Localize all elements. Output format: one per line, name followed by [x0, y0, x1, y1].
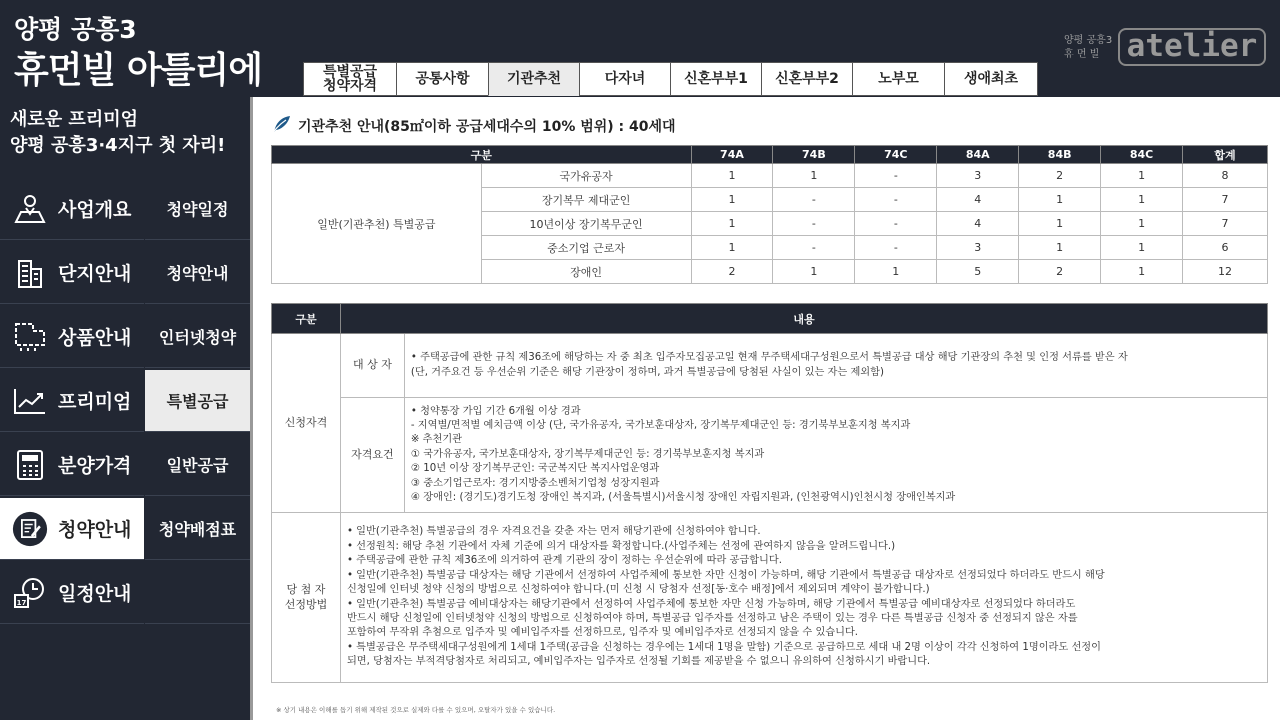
table-cell: 자격요건 [340, 398, 404, 513]
tab-common[interactable]: 공통사항 [396, 62, 488, 96]
table-cell: 6 [1183, 236, 1268, 260]
sidebar-item-label: 분양가격 [58, 455, 132, 477]
sidebar-item-overview[interactable] [0, 178, 144, 240]
table-cell: 장기복무 제대군인 [481, 188, 691, 212]
table-row [272, 164, 1268, 188]
chart-up-icon [12, 384, 48, 418]
calculator-icon [12, 448, 48, 482]
table-header: 74B [773, 146, 855, 164]
sidebar-item-price[interactable] [0, 434, 144, 496]
table-header: 84B [1019, 146, 1101, 164]
sidebar-item-label: 단지안내 [58, 263, 132, 285]
table-cell: 8 [1183, 164, 1268, 188]
table-cell: 3 [937, 164, 1019, 188]
slogan-line1: 새로운 프리미엄 [10, 109, 138, 130]
sidebar-sub-special[interactable]: 특별공급 [145, 370, 250, 432]
tab-first-time[interactable]: 생애최초 [944, 62, 1038, 96]
table-cell: 1 [1019, 188, 1101, 212]
table-cell: 장애인 [481, 260, 691, 284]
table-cell: 1 [1101, 260, 1183, 284]
nav-row-complex [0, 242, 250, 304]
nav-row-premium [0, 370, 250, 432]
leaf-icon [270, 114, 292, 138]
table-cell: 대 상 자 [340, 334, 404, 398]
calendar-clock-icon [12, 576, 48, 610]
brand-title: 휴먼빌 아틀리에 [14, 50, 262, 91]
table-header: 74A [691, 146, 773, 164]
table-header: 84C [1101, 146, 1183, 164]
tab-special-eligibility[interactable]: 특별공급 청약자격 [303, 62, 396, 96]
table-cell: 1 [773, 164, 855, 188]
sidebar-item-label: 청약안내 [58, 519, 132, 541]
tab-newlywed2[interactable]: 신혼부부2 [761, 62, 852, 96]
table-group-cell: 당 첨 자 선정방법 [272, 513, 341, 683]
table-cell: 1 [1101, 188, 1183, 212]
table-cell: 1 [1101, 236, 1183, 260]
edit-doc-icon [12, 512, 48, 546]
table-cell: 1 [1019, 236, 1101, 260]
table-cell: 4 [937, 188, 1019, 212]
map-person-icon [12, 192, 48, 226]
table-cell: 중소기업 근로자 [481, 236, 691, 260]
sidebar-item-subscription[interactable] [0, 498, 144, 560]
nav-row-product [0, 306, 250, 368]
table-cell: 1 [773, 260, 855, 284]
table-cell: • 일반(기관추천) 특별공급의 경우 자격요건을 갖춘 자는 먼저 해당기관에 신청하여야 합니다. • 선정원칙: 해당 추천 기관에서 자체 기준에 의거 대상자를 확정합니다.(사업주체는 선정에 관여하지 않음을 알려드립니다.) • 주택공급에 관한 규칙 제36조에 의거하여 관계 기관의 장이 정하는 우선순위에 따라 공급합니다. • 일반(기관추천) 특별공급 대상자는 해당 기관에서 선정하여 사업주체에 통보한 자만 신청이 가능하며, 해당 기관에서 특별공급 대상자로 선정되었다 하더라도 반드시 해당 신청일에 인터넷 청약 신청의 방법으로 신청하여야 합니다.(미 신청 시 당첨자 선정[동·호수 배정]에서 제외되며 계약이 불가합니다.) • 일반(기관추천) 특별공급 예비대상자는 해당기관에서 선정하여 사업주체에 통보한 자만 신청 가능하며, 해당 기관에서 특별공급 예비대상자로 선정되었다 하더라도 반드시 해당 신청일에 인터넷청약 신청의 방법으로 신청하여야 하며, 특별공급 입주자를 선정하고 남은 주택이 있는 경우 다른 특별공급 신청자 중 선정되지 않은 자를 포함하여 무작위 추첨으로 입주자 및 예비입주자를 선정하므로, 입주자 및 예비입주자로 선정되지 않을 수 있습니다. • 특별공급은 무주택세대구성원에게 1세대 1주택(공급을 신청하는 경우에는 1세대 1명을 말함) 기준으로 공급하므로 세대 내 2명 이상이 각각 신청하여 1명이라도 선정이 되면, 당첨자는 부적격당첨자로 처리되고, 예비입주자는 입주자로 선정될 기회를 제공받을 수 없으니 유의하여 신청하시기 바랍니다. [340, 513, 1267, 683]
table-cell: - [855, 188, 937, 212]
table-cell: 7 [1183, 212, 1268, 236]
table-cell: - [773, 188, 855, 212]
table-row [272, 513, 1268, 683]
brand-line1: 양평 공흥3 [14, 15, 137, 44]
table-cell: 10년이상 장기복무군인 [481, 212, 691, 236]
table-cell: 12 [1183, 260, 1268, 284]
sidebar-item-label: 일정안내 [58, 583, 132, 605]
table-header: 구분 [272, 146, 692, 164]
table-cell: - [855, 164, 937, 188]
sidebar-item-label: 사업개요 [58, 199, 132, 221]
sidebar-item-product[interactable] [0, 306, 144, 368]
table-cell: 2 [691, 260, 773, 284]
table-header-row [272, 146, 1268, 164]
sidebar-sub-general[interactable]: 일반공급 [145, 434, 250, 496]
slogan-line2: 양평 공흥3·4지구 첫 자리! [10, 135, 226, 156]
table-cell: 1 [1101, 164, 1183, 188]
table-cell: • 청약통장 가입 기간 6개월 이상 경과 - 지역별/면적별 예치금액 이상 (단, 국가유공자, 국가보훈대상자, 장기복무제대군인 등: 경기북부보훈지청 복지과 ※ 추천기관 ① 국가유공자, 국가보훈대상자, 장기복무제대군인 등: 경기북부보훈지청 복지과 ② 10년 이상 장기복무군인: 국군복지단 복지사업운영과 ③ 중소기업근로자: 경기지방중소벤처기업청 성장지원과 ④ 장애인: (경기도)경기도청 장애인 복지과, (서울특별시)서울시청 장애인 자립지원과, (인천광역시)인천시청 장애인복지과 [404, 398, 1267, 513]
main-content [256, 100, 1280, 720]
table-cell: 5 [937, 260, 1019, 284]
table-row [272, 398, 1268, 513]
sidebar-sub-empty [145, 562, 250, 624]
tab-multi-child[interactable]: 다자녀 [579, 62, 670, 96]
table-cell: 2 [1019, 164, 1101, 188]
supply-table [271, 145, 1268, 284]
detail-table [271, 303, 1268, 683]
table-cell: 1 [1101, 212, 1183, 236]
sidebar-item-premium[interactable] [0, 370, 144, 432]
table-cell: 국가유공자 [481, 164, 691, 188]
sidebar-item-label: 프리미엄 [58, 391, 132, 413]
table-cell: 1 [691, 188, 773, 212]
tab-newlywed1[interactable]: 신혼부부1 [670, 62, 761, 96]
header [0, 0, 1280, 97]
table-cell: 1 [855, 260, 937, 284]
table-cell: - [773, 236, 855, 260]
table-row [272, 334, 1268, 398]
table-cell: - [855, 236, 937, 260]
divider [250, 97, 253, 720]
section-title [270, 114, 676, 138]
section-title-text: 기관추천 안내(85㎡이하 공급세대수의 10% 범위) : 40세대 [298, 119, 676, 135]
table-cell: 1 [691, 212, 773, 236]
table-cell: - [855, 212, 937, 236]
atelier-logo: atelier [1118, 28, 1266, 66]
sidebar-sub-internet[interactable]: 인터넷청약 [145, 306, 250, 368]
sidebar [0, 97, 250, 720]
nav-row-overview [0, 178, 250, 240]
logo-subtext: 양평 공흥3 휴 먼 빌 [1064, 35, 1113, 60]
building-icon [12, 256, 48, 290]
svg-text:17: 17 [16, 598, 27, 607]
table-header: 합계 [1183, 146, 1268, 164]
table-cell: 7 [1183, 188, 1268, 212]
table-cell: 4 [937, 212, 1019, 236]
sidebar-sub-schedule[interactable]: 청약일정 [145, 178, 250, 240]
footnote: ※ 상기 내용은 이해를 돕기 위해 제작된 것으로 실제와 다를 수 있으며, 오탈자가 있을 수 있습니다. [276, 706, 556, 714]
table-cell: 1 [1019, 212, 1101, 236]
nav-row-schedule [0, 562, 250, 624]
table-cell: 1 [691, 164, 773, 188]
table-cell: - [773, 212, 855, 236]
nav-row-price [0, 434, 250, 496]
table-cell: • 주택공급에 관한 규칙 제36조에 해당하는 자 중 최초 입주자모집공고일 현재 무주택세대구성원으로서 특별공급 대상 해당 기관장의 추천 및 인정 서류를 받은 자 (단, 거주요건 등 우선순위 기준은 해당 기관장이 정하며, 과거 특별공급에 당첨된 사실이 있는 자는 제외함) [404, 334, 1267, 398]
sidebar-sub-score[interactable]: 청약배점표 [145, 498, 250, 560]
slogan [10, 107, 225, 159]
table-header: 84A [937, 146, 1019, 164]
sidebar-item-complex[interactable] [0, 242, 144, 304]
table-cell: 2 [1019, 260, 1101, 284]
table-header: 74C [855, 146, 937, 164]
floorplan-icon [12, 320, 48, 354]
table-cell: 1 [691, 236, 773, 260]
sidebar-item-schedule[interactable] [0, 562, 144, 624]
sidebar-sub-guide[interactable]: 청약안내 [145, 242, 250, 304]
table-header-row [272, 304, 1268, 334]
table-group-cell: 신청자격 [272, 334, 341, 513]
table-header: 내용 [340, 304, 1267, 334]
tab-institution[interactable]: 기관추천 [488, 62, 579, 96]
tab-bar [303, 62, 1038, 96]
table-header: 구분 [272, 304, 341, 334]
sidebar-item-label: 상품안내 [58, 327, 132, 349]
nav-row-subscription [0, 498, 250, 560]
tab-elderly-parent[interactable]: 노부모 [852, 62, 944, 96]
table-cell: 3 [937, 236, 1019, 260]
table-group-cell: 일반(기관추천) 특별공급 [272, 164, 482, 284]
